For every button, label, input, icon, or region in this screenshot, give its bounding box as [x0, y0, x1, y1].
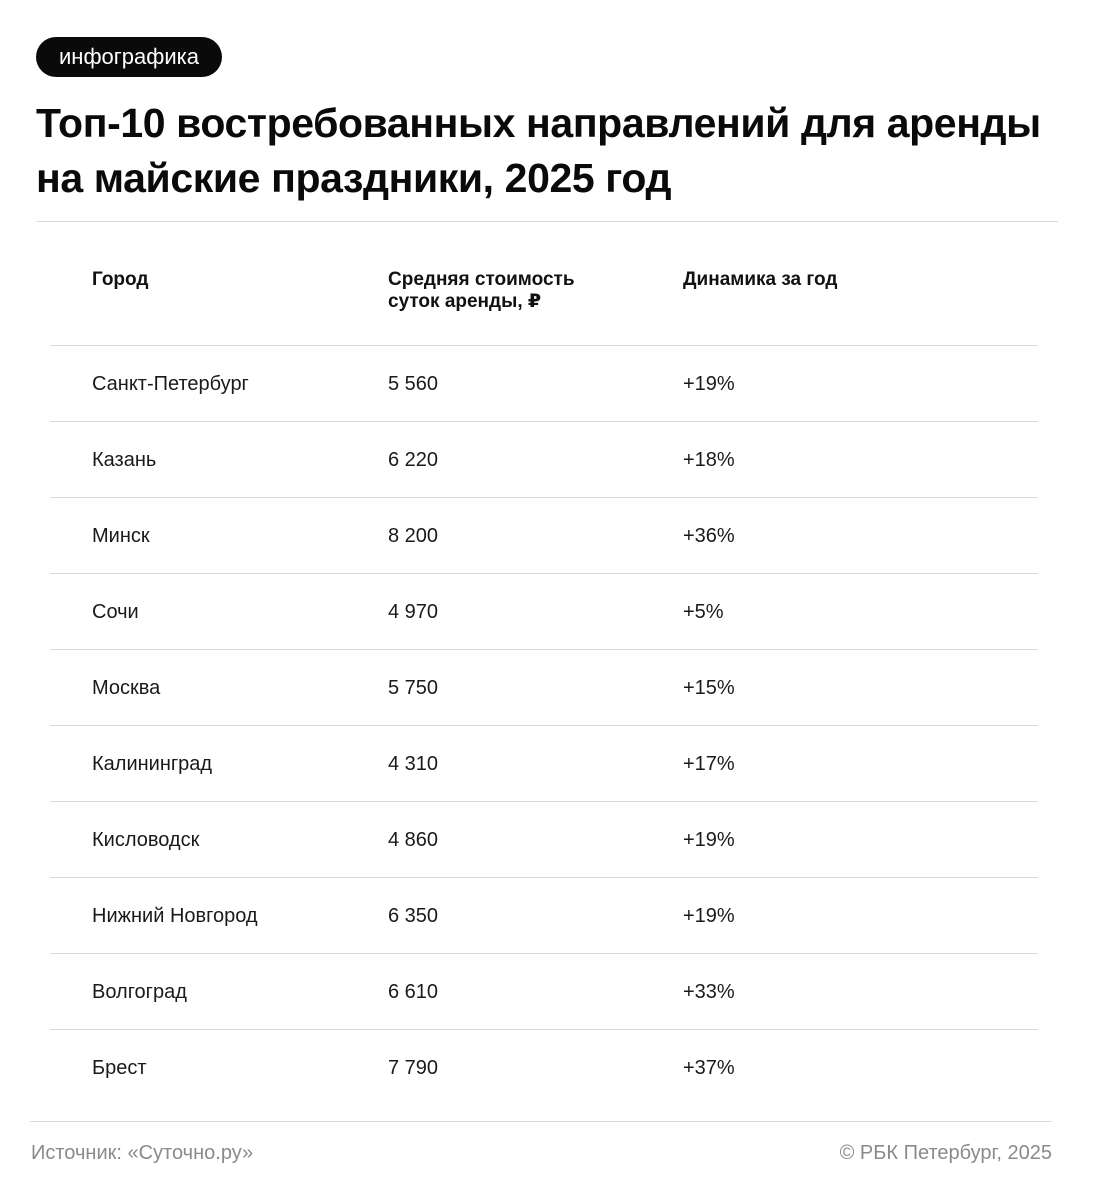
cell-city: Минск — [92, 525, 150, 547]
cell-change: +19% — [683, 829, 735, 851]
cell-change: +17% — [683, 753, 735, 775]
rental-table — [50, 222, 1038, 1106]
cell-city: Волгоград — [92, 981, 187, 1003]
cell-city: Калининград — [92, 753, 213, 775]
source-note: Источник: «Суточно.ру» — [31, 1142, 254, 1164]
cell-price: 6 350 — [388, 905, 439, 927]
cell-price: 5 560 — [388, 373, 439, 395]
table-row — [50, 1030, 1038, 1106]
table-row — [50, 498, 1038, 574]
header-change: Динамика за год — [683, 269, 838, 290]
table-row — [50, 574, 1038, 650]
cell-price: 6 220 — [388, 449, 439, 471]
cell-change: +5% — [683, 601, 724, 623]
cell-price: 5 750 — [388, 677, 439, 699]
header-city: Город — [92, 269, 149, 290]
table-row — [50, 650, 1038, 726]
cell-city: Брест — [92, 1057, 147, 1079]
table-row — [50, 954, 1038, 1030]
page-title: Топ-10 востребованных направлений для аренды на майские праздники, 2025 год — [36, 100, 1041, 201]
cell-price: 8 200 — [388, 525, 439, 547]
footer-divider — [30, 1121, 1052, 1122]
table-row — [50, 802, 1038, 878]
table-row — [50, 878, 1038, 954]
table-row — [50, 726, 1038, 802]
cell-change: +18% — [683, 449, 735, 471]
cell-price: 6 610 — [388, 981, 439, 1003]
header-price: Средняя стоимость суток аренды, ₽ — [388, 269, 575, 312]
cell-city: Москва — [92, 677, 161, 699]
cell-price: 4 310 — [388, 753, 439, 775]
cell-change: +36% — [683, 525, 735, 547]
category-badge: инфографика — [36, 37, 222, 77]
copyright-note: © РБК Петербург, 2025 — [839, 1142, 1052, 1164]
table-row — [50, 346, 1038, 422]
cell-price: 4 970 — [388, 601, 439, 623]
cell-city: Казань — [92, 449, 157, 471]
cell-change: +37% — [683, 1057, 735, 1079]
cell-change: +19% — [683, 905, 735, 927]
table-row — [50, 422, 1038, 498]
cell-change: +15% — [683, 677, 735, 699]
cell-city: Кисловодск — [92, 829, 200, 851]
cell-price: 7 790 — [388, 1057, 439, 1079]
cell-change: +19% — [683, 373, 735, 395]
cell-city: Санкт-Петербург — [92, 373, 249, 395]
cell-city: Сочи — [92, 601, 139, 623]
cell-change: +33% — [683, 981, 735, 1003]
table-header — [50, 222, 1038, 346]
cell-price: 4 860 — [388, 829, 439, 851]
cell-city: Нижний Новгород — [92, 905, 258, 927]
